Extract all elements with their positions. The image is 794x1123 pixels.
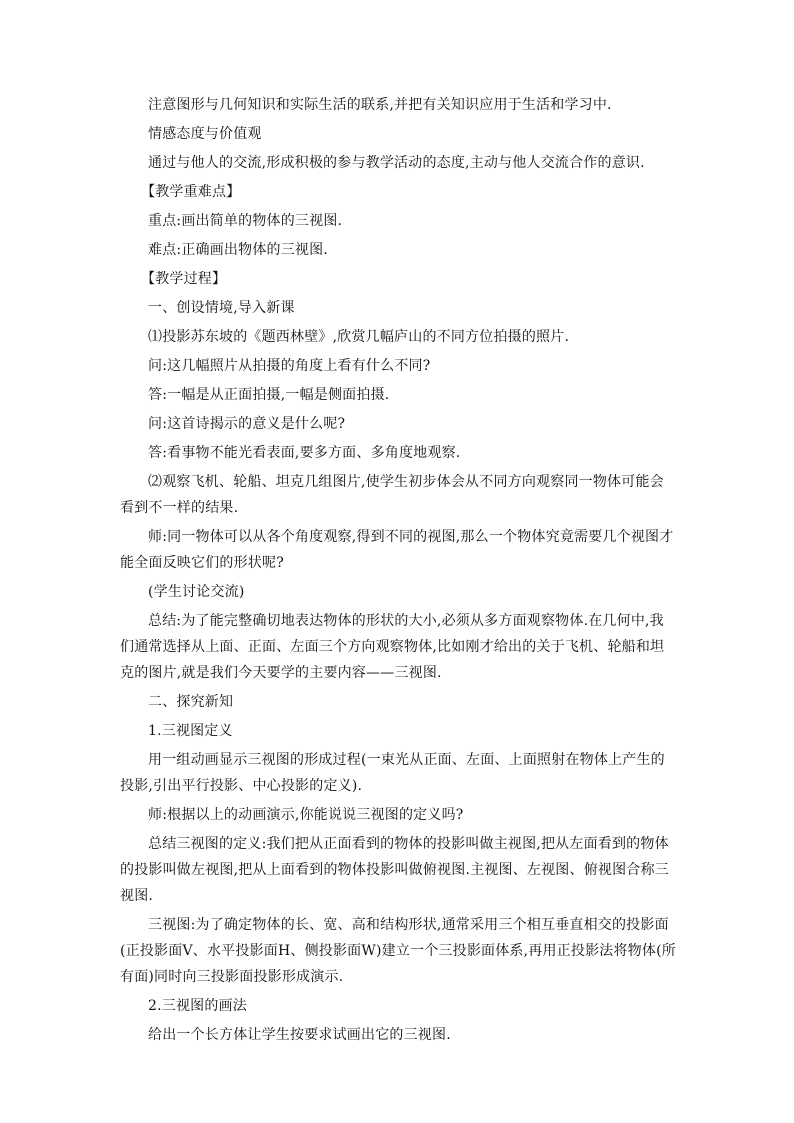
paragraph-summary-three-views: 总结:为了能完整确切地表达物体的形状的大小,必须从多方面观察物体.在几何中,我们通常选择从上面、正面、左面三个方向观察物体,比如刚才给出的关于飞机、轮船和坦克的图片,就是我们今天要学的主要内容——三视图.: [120, 613, 665, 681]
paragraph-three-view-system: 三视图:为了确定物体的长、宽、高和结构形状,通常采用三个相互垂直相交的投影面(正投影面V、水平投影面H、侧投影面W)建立一个三投影面体系,再用正投影法将物体(所有面)同时向三投影面投影形成演示.: [120, 917, 676, 985]
paragraph-communication-attitude: 通过与他人的交流,形成积极的参与教学活动的态度,主动与他人交流合作的意识.: [148, 155, 645, 171]
paragraph-poem-photos: ⑴投影苏东坡的《题西林壁》,欣赏几幅庐山的不同方位拍摄的照片.: [148, 329, 570, 345]
paragraph-animation-projection: 用一组动画显示三视图的形成过程(一束光从正面、左面、上面照射在物体上产生的投影,引出平行投影、中心投影的定义).: [120, 752, 665, 794]
subheading-three-view-drawing: 2.三视图的画法: [148, 998, 247, 1014]
paragraph-question-poem: 问:这首诗揭示的意义是什么呢?: [148, 416, 346, 432]
paragraph-teacher-views-question: 师:同一物体可以从各个角度观察,得到不同的视图,那么一个物体究竟需要几个视图才能全面反映它们的形状呢?: [120, 529, 674, 571]
paragraph-observe-vehicles: ⑵观察飞机、轮船、坦克几组图片,使学生初步体会从不同方向观察同一物体可能会看到不一样的结果.: [120, 474, 664, 516]
paragraph-answer-poem: 答:看事物不能光看表面,要多方面、多角度地观察.: [148, 445, 461, 461]
paragraph-geometry-life-connection: 注意图形与几何知识和实际生活的联系,并把有关知识应用于生活和学习中.: [148, 97, 612, 113]
paragraph-difficult-point: 难点:正确画出物体的三视图.: [148, 242, 328, 258]
heading-key-difficult-points: 【教学重难点】: [141, 184, 241, 200]
document-body: [120, 92, 678, 1048]
paragraph-key-point: 重点:画出简单的物体的三视图.: [148, 213, 343, 229]
paragraph-answer-photos: 答:一幅是从正面拍摄,一幅是侧面拍摄.: [148, 387, 390, 403]
paragraph-teacher-definition-question: 师:根据以上的动画演示,你能说说三视图的定义吗?: [148, 807, 464, 823]
section-heading-explore: 二、探究新知: [148, 694, 234, 710]
section-heading-introduction: 一、创设情境,导入新课: [148, 300, 295, 316]
paragraph-cuboid-exercise: 给出一个长方体让学生按要求试画出它的三视图.: [148, 1027, 451, 1043]
paragraph-student-discussion: (学生讨论交流): [148, 584, 245, 600]
heading-teaching-process: 【教学过程】: [141, 271, 227, 287]
paragraph-question-photos: 问:这几幅照片从拍摄的角度上看有什么不同?: [148, 358, 431, 374]
paragraph-definition-summary: 总结三视图的定义:我们把从正面看到的物体的投影叫做主视图,把从左面看到的物体的投影叫做左视图,把从上面看到的物体投影叫做俯视图.主视图、左视图、俯视图合称三视图.: [120, 836, 669, 904]
subheading-three-view-definition: 1.三视图定义: [148, 723, 233, 739]
heading-emotion-attitude-values: 情感态度与价值观: [148, 126, 262, 142]
